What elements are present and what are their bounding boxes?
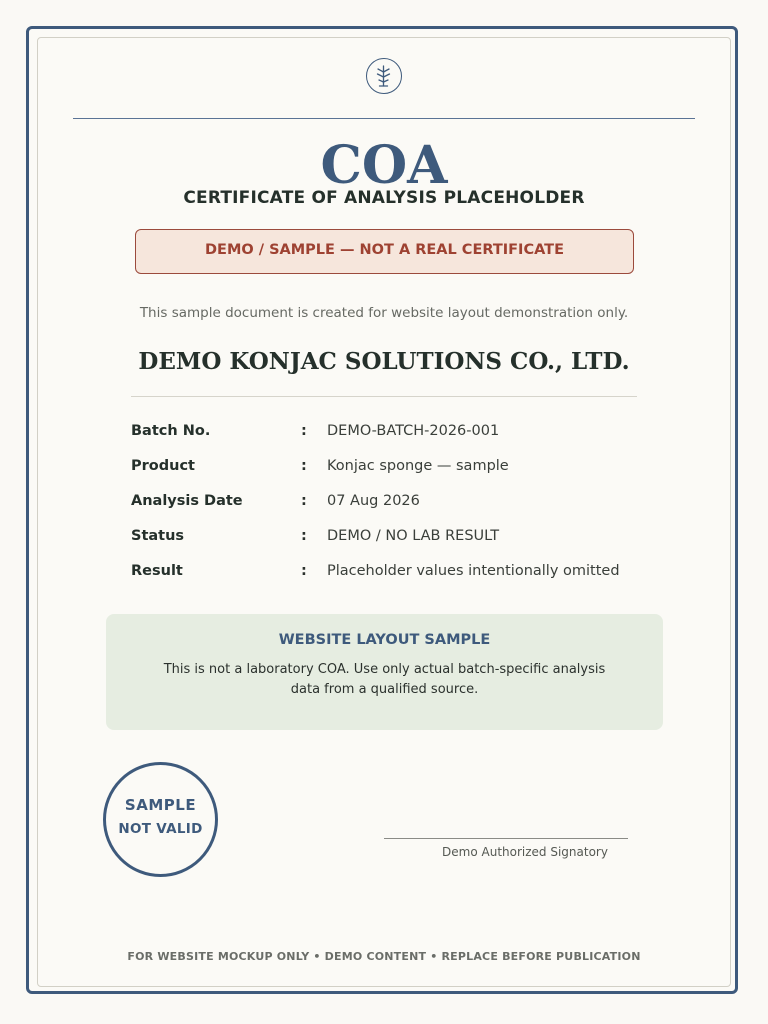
- note-text: [146, 660, 623, 699]
- footer-note: FOR WEBSITE MOCKUP ONLY • DEMO CONTENT • REPLACE BEFORE PUBLICATION: [127, 950, 641, 963]
- detail-value: Konjac sponge — sample: [327, 458, 509, 474]
- company-divider: [131, 396, 637, 397]
- header-divider: [73, 118, 695, 119]
- stamp-line-2: NOT VALID: [118, 821, 203, 837]
- plant-sprout-icon: [366, 58, 402, 94]
- detail-separator: :: [301, 458, 307, 474]
- detail-separator: :: [301, 423, 307, 439]
- detail-separator: :: [301, 563, 307, 579]
- detail-label: Analysis Date: [131, 493, 243, 509]
- demo-notice: This sample document is created for website layout demonstration only.: [139, 305, 629, 321]
- note-line: This is not a laboratory COA. Use only actual batch-specific analysis: [163, 662, 606, 677]
- detail-row-analysis-date: [131, 488, 651, 523]
- detail-row-batch: [131, 418, 651, 453]
- demo-warning-banner: DEMO / SAMPLE — NOT A REAL CERTIFICATE: [135, 229, 634, 274]
- sample-stamp: [103, 762, 218, 877]
- note-title: WEBSITE LAYOUT SAMPLE: [278, 632, 491, 648]
- detail-row-status: [131, 523, 651, 558]
- detail-separator: :: [301, 528, 307, 544]
- note-line: data from a qualified source.: [290, 681, 479, 697]
- page-title: COA: [320, 135, 448, 196]
- detail-label: Result: [131, 563, 183, 579]
- layout-sample-note: [106, 614, 663, 730]
- stamp-line-1: SAMPLE: [124, 796, 197, 814]
- detail-row-product: [131, 453, 651, 488]
- signature-line: [384, 838, 628, 839]
- detail-row-result: [131, 558, 651, 593]
- page-subtitle: CERTIFICATE OF ANALYSIS PLACEHOLDER: [183, 188, 585, 208]
- detail-label: Status: [131, 528, 185, 544]
- details-list: [131, 418, 651, 593]
- detail-value: DEMO-BATCH-2026-001: [327, 423, 500, 439]
- company-name: DEMO KONJAC SOLUTIONS CO., LTD.: [138, 348, 630, 375]
- detail-value: 07 Aug 2026: [327, 493, 420, 509]
- detail-label: Product: [131, 458, 195, 474]
- detail-separator: :: [301, 493, 307, 509]
- detail-label: Batch No.: [131, 423, 211, 439]
- signature-label: Demo Authorized Signatory: [442, 845, 608, 859]
- detail-value: DEMO / NO LAB RESULT: [327, 528, 500, 544]
- detail-value: Placeholder values intentionally omitted: [327, 563, 620, 579]
